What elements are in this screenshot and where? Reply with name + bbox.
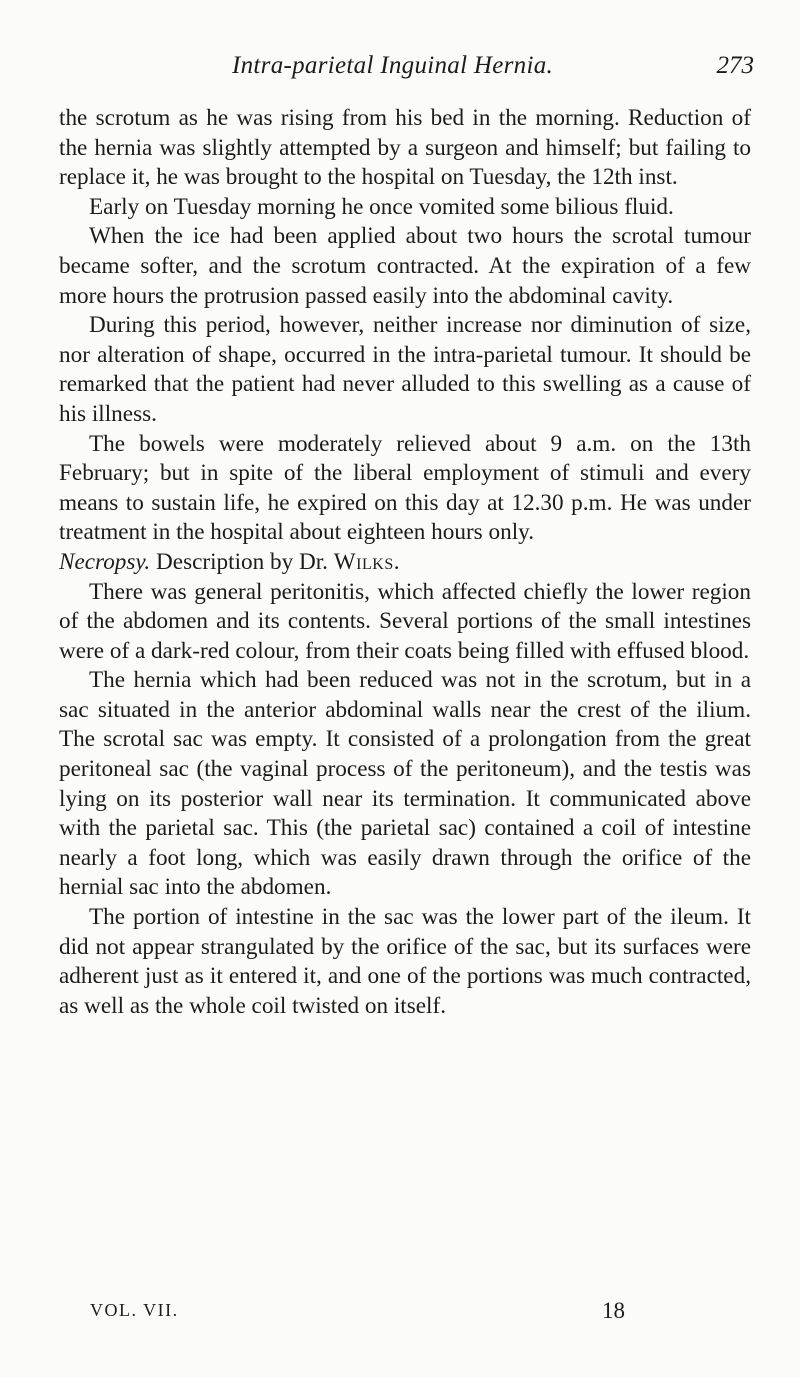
section-heading-text: Description by Dr. xyxy=(156,548,328,575)
paragraph: When the ice had been applied about two hours the scrotal tumour became softer, and the scrotum contracted. At the expiration of a few more hours the protrusion passed easily into the abdominal cavity. xyxy=(59,223,751,309)
paragraph: The portion of intestine in the sac was the lower part of the ileum. It did not appear strangulated by the orifice of the sac, but its surfaces were adherent just as it entered it, and one of the portions was much contracted, as well as the whole coil twisted on itself. xyxy=(59,904,751,1019)
section-heading-label: Necropsy. xyxy=(59,548,151,575)
paragraph: The bowels were moderately relieved about 9 a.m. on the 13th February; but in spite of the liberal employment of stimuli and every means to sustain life, he expired on this day at 12.30 p.m. He was under treatment in the hospital about eighteen hours only. xyxy=(59,430,751,546)
paragraph: Early on Tuesday morning he once vomited some bilious fluid. xyxy=(89,193,674,220)
main-text xyxy=(59,104,751,1021)
section-heading xyxy=(59,548,751,578)
gathering-number: 18 xyxy=(602,1298,625,1323)
paragraph: The hernia which had been reduced was not in the scrotum, but in a sac situated in the anterior abdominal walls near the crest of the ilium. The scrotal sac was empty. It consisted of a prolongation from the great peritoneal sac (the vaginal process of the peritoneum), and the testis was lying on its posterior wall near its termination. It communicated above with the parietal sac. This (the parietal sac) contained a coil of intestine nearly a foot long, which was easily drawn through the orifice of the hernial sac into the abdomen. xyxy=(59,667,751,901)
running-title: Intra-parietal Inguinal Hernia. xyxy=(232,52,554,79)
paragraph: During this period, however, neither increase nor diminution of size, nor alteration of shape, occurred in the intra-parietal tumour. It should be remarked that the patient had never alluded to this swelling as a cause of his illness. xyxy=(59,312,751,427)
page-number: 273 xyxy=(716,52,754,79)
section-heading-author: Wilks. xyxy=(333,548,401,575)
running-header xyxy=(60,52,754,86)
paragraph: There was general peritonitis, which affected chiefly the lower region of the abdomen and its contents. Several portions of the small intestines were of a dark-red colour, from their coats being filled with effused blood. xyxy=(59,578,751,664)
page-footer xyxy=(90,1298,630,1326)
signature-mark: VOL. VII. xyxy=(90,1300,179,1320)
paragraph: the scrotum as he was rising from his bed in the morning. Reduction of the hernia was slightly attempted by a surgeon and himself; but failing to replace it, he was brought to the hospital on Tuesday, the 12th inst. xyxy=(59,105,751,191)
